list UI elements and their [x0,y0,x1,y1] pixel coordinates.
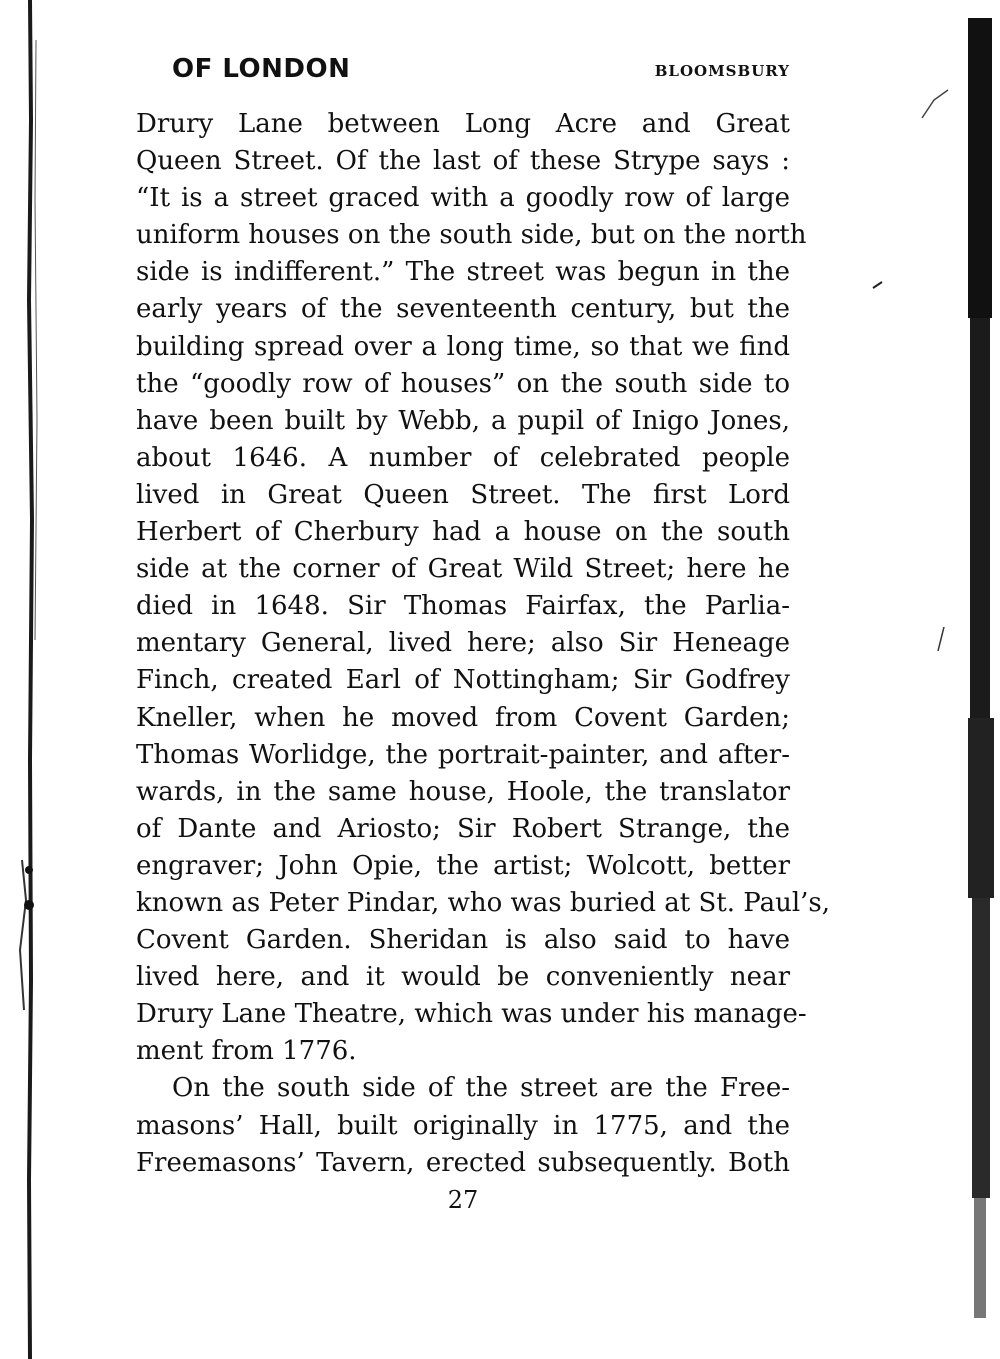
text-line: side is indifferent.” The street was begun in the [136,257,790,288]
text-line: Freemasons’ Tavern, erected subsequently. Both [136,1147,790,1178]
text-line: On the south side of the street are the Free- [172,1073,790,1104]
text-line: side at the corner of Great Wild Street; here he [136,554,790,585]
running-head-title: OF LONDON [172,54,351,84]
paragraph-1 [136,106,831,1070]
running-head [172,52,790,92]
text-line: about 1646. A number of celebrated people [136,442,790,473]
body-text [136,106,831,1182]
text-line: masons’ Hall, built originally in 1775, and the [136,1110,790,1141]
text-line: engraver; John Opie, the artist; Wolcott, better [136,850,790,881]
paragraph-2 [136,1070,790,1181]
text-line: Drury Lane between Long Acre and Great [136,109,790,139]
text-line: died in 1648. Sir Thomas Fairfax, the Parlia- [136,591,790,622]
page-number: 27 [447,1186,479,1214]
text-line: the “goodly row of houses” on the south side to [136,368,790,399]
text-line: have been built by Webb, a pupil of Inigo Jones, [136,405,790,436]
text-line: ment from 1776. [136,1036,357,1067]
text-line: lived here, and it would be conveniently near [136,962,790,993]
text-line: Thomas Worlidge, the portrait-painter, and after- [136,739,790,770]
stray-mark [920,80,950,120]
text-line: uniform houses on the south side, but on the north [136,220,807,251]
running-head-section: BLOOMSBURY [654,62,790,80]
right-page-edge [960,0,1000,1359]
text-line: wards, in the same house, Hoole, the translator [136,776,790,807]
text-line: lived in Great Queen Street. The first Lord [136,479,790,510]
text-line: known as Peter Pindar, who was buried at St. Paul’s, [136,887,831,918]
text-line: Kneller, when he moved from Covent Garden; [136,702,790,733]
text-line: Finch, created Earl of Nottingham; Sir Godfrey [136,665,790,696]
text-line: Herbert of Cherbury had a house on the south [136,517,790,548]
text-line: early years of the seventeenth century, but the [136,294,790,325]
stray-mark [872,280,884,290]
text-line: Drury Lane Theatre, which was under his manage- [136,999,807,1030]
text-line: building spread over a long time, so that we find [136,331,790,362]
left-page-edge [0,0,38,1359]
stray-mark [936,625,946,655]
text-line: Covent Garden. Sheridan is also said to have [136,925,790,956]
text-line: of Dante and Ariosto; Sir Robert Strange, the [136,813,790,844]
text-line: “It is a street graced with a goodly row of large [136,183,790,214]
text-line: mentary General, lived here; also Sir Heneage [136,628,790,659]
text-line: Queen Street. Of the last of these Strype says : [136,146,790,177]
